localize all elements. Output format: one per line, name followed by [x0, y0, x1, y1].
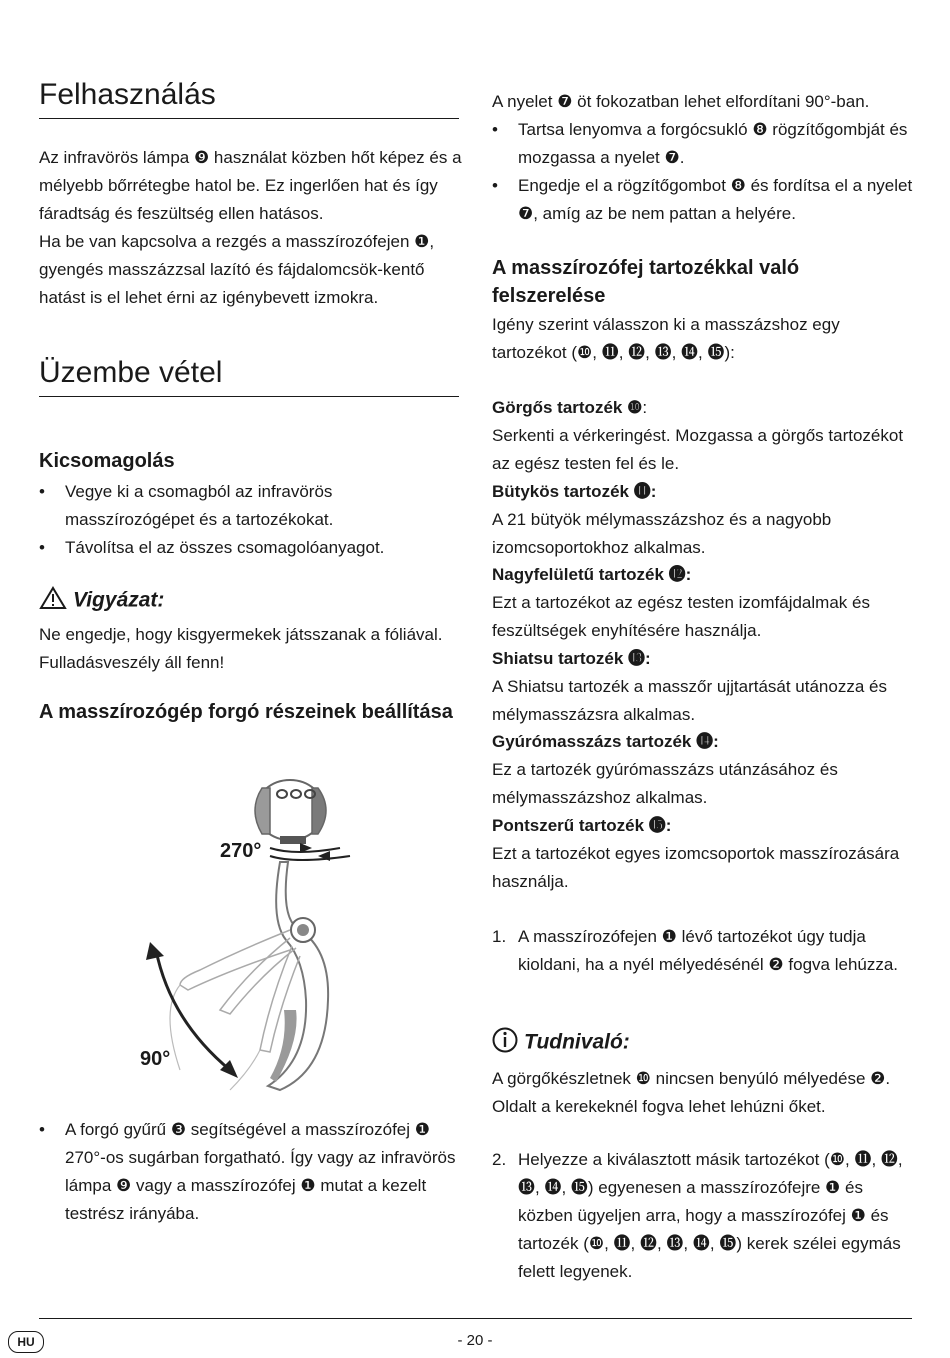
list-item	[39, 534, 464, 562]
note-text: A görgőkészletnek ❿ nincsen benyúló mélyedése ❷. Oldalt a kerekeknél fogva lehet lehúzni őket.	[492, 1069, 891, 1116]
accessory-1-colon: :	[642, 398, 648, 417]
step-number: 1.	[492, 927, 507, 946]
accessory-5-text: Ez a tartozék gyúrómasszázs utánzásához és mélymasszázshoz alkalmas.	[492, 760, 838, 807]
list-item-text: Távolítsa el az összes csomagolóanyagot.	[65, 538, 385, 557]
list-item	[492, 923, 917, 979]
figure-label-270: 270°	[220, 840, 262, 862]
paragraph-use-1: Az infravörös lámpa ❾ használat közben hőt képez és a mélyebb bőrrétegbe hatol be. Ez ingerlően hat és így fáradtság és feszültség ellen hatásos.	[39, 148, 462, 223]
language-badge: HU	[8, 1331, 44, 1353]
list-item	[492, 1146, 917, 1286]
accessory-5-title: Gyúrómasszázs tartozék ⓮:	[492, 732, 719, 751]
heading-kicsomagolas: Kicsomagolás	[39, 450, 175, 472]
accessory-2-text: A 21 bütyök mélymasszázshoz és a nagyobb izomcsoportokhoz alkalmas.	[492, 510, 832, 557]
warning-triangle-icon	[39, 586, 67, 616]
accessory-1-text: Serkenti a vérkeringést. Mozgassa a görgős tartozékot az egész testen fel és le.	[492, 426, 904, 473]
bullet-dot: •	[39, 1120, 45, 1139]
list-item-text: Vegye ki a csomagból az infravörös masszírozógépet és a tartozékokat.	[65, 482, 334, 529]
heading-forgo-reszek: A masszírozógép forgó részeinek beállítása	[39, 701, 453, 723]
list-item-text: Tartsa lenyomva a forgócsukló ❽ rögzítőgombját és mozgassa a nyelet ❼.	[518, 120, 908, 167]
warning-heading	[39, 586, 164, 616]
bullet-dot: •	[39, 538, 45, 557]
step-text: Helyezze a kiválasztott másik tartozékot (❿, ⓫, ⓬, ⓭, ⓮, ⓯) egyenesen a masszírozófejre ❶ és közben ügyeljen arra, hogy a masszírozófej ❶ és tartozék (❿, ⓫, ⓬, ⓭, ⓮, ⓯) kerek szélei egymás felett legyenek.	[518, 1150, 903, 1281]
list-item-text: A forgó gyűrű ❸ segítségével a masszírozófej ❶ 270°-os sugárban forgatható. Így vagy az infravörös lámpa ❾ vagy a masszírozófej ❶ mutat a kezelt testrész irányába.	[65, 1120, 456, 1223]
list-item-text: Engedje el a rögzítőgombot ❽ és fordítsa el a nyelet ❼, amíg az be nem pattan a helyére.	[518, 176, 913, 223]
accessory-1-title: Görgős tartozék ❿	[492, 398, 643, 417]
paragraph-accessories: Igény szerint válasszon ki a masszázshoz egy tartozékot (❿, ⓫, ⓬, ⓭, ⓮, ⓯):	[492, 315, 840, 362]
accessory-3-text: Ezt a tartozékot az egész testen izomfájdalmak és feszültségek enyhítésére használja.	[492, 593, 870, 640]
accessory-6-title: Pontszerű tartozék ⓯:	[492, 816, 672, 835]
accessory-4-text: A Shiatsu tartozék a masszőr ujjtartását utánozza és mélymasszázsra alkalmas.	[492, 677, 887, 724]
list-item	[39, 1116, 464, 1228]
accessory-6-text: Ezt a tartozékot egyes izomcsoportok masszírozására használja.	[492, 844, 900, 891]
info-icon	[492, 1027, 518, 1059]
note-heading	[492, 1027, 630, 1059]
list-item	[492, 172, 917, 228]
bullet-dot: •	[492, 120, 498, 139]
footer-rule	[39, 1318, 912, 1319]
bullet-dot: •	[39, 482, 45, 501]
accessory-4-title: Shiatsu tartozék ⓭:	[492, 649, 651, 668]
warning-title: Vigyázat:	[73, 588, 165, 612]
heading-rule	[39, 118, 459, 119]
paragraph-use-2: Ha be van kapcsolva a rezgés a masszírozófejen ❶, gyengés masszázzsal lazító és fájdalomcsök-kentő hatást is el lehet érni az igénybevett izmokra.	[39, 232, 435, 307]
accessory-1-heading	[492, 394, 917, 422]
heading-uzembe-vetel: Üzembe vétel	[39, 356, 223, 389]
heading-rule	[39, 396, 459, 397]
figure-label-90: 90°	[140, 1048, 171, 1070]
massager-rotation-figure	[120, 770, 380, 1115]
bullet-dot: •	[492, 176, 498, 195]
list-item	[39, 478, 464, 534]
paragraph-handle: A nyelet ❼ öt fokozatban lehet elfordítani 90°-ban.	[492, 92, 870, 111]
heading-felhasznalas: Felhasználás	[39, 78, 216, 111]
heading-tartozekok: A masszírozófej tartozékkal való felszerelése	[492, 257, 800, 307]
step-text: A masszírozófejen ❶ lévő tartozékot úgy tudja kioldani, ha a nyél mélyedésénél ❷ fogva lehúzza.	[518, 927, 899, 974]
list-item	[492, 116, 917, 172]
warning-text: Ne engedje, hogy kisgyermekek játsszanak a fóliával. Fulladásveszély áll fenn!	[39, 625, 443, 672]
accessory-2-title: Bütykös tartozék ⓫:	[492, 482, 657, 501]
note-title: Tudnivaló:	[524, 1030, 630, 1054]
step-number: 2.	[492, 1150, 507, 1169]
page-number: - 20 -	[457, 1332, 493, 1349]
accessory-3-title: Nagyfelületű tartozék ⓬:	[492, 565, 692, 584]
